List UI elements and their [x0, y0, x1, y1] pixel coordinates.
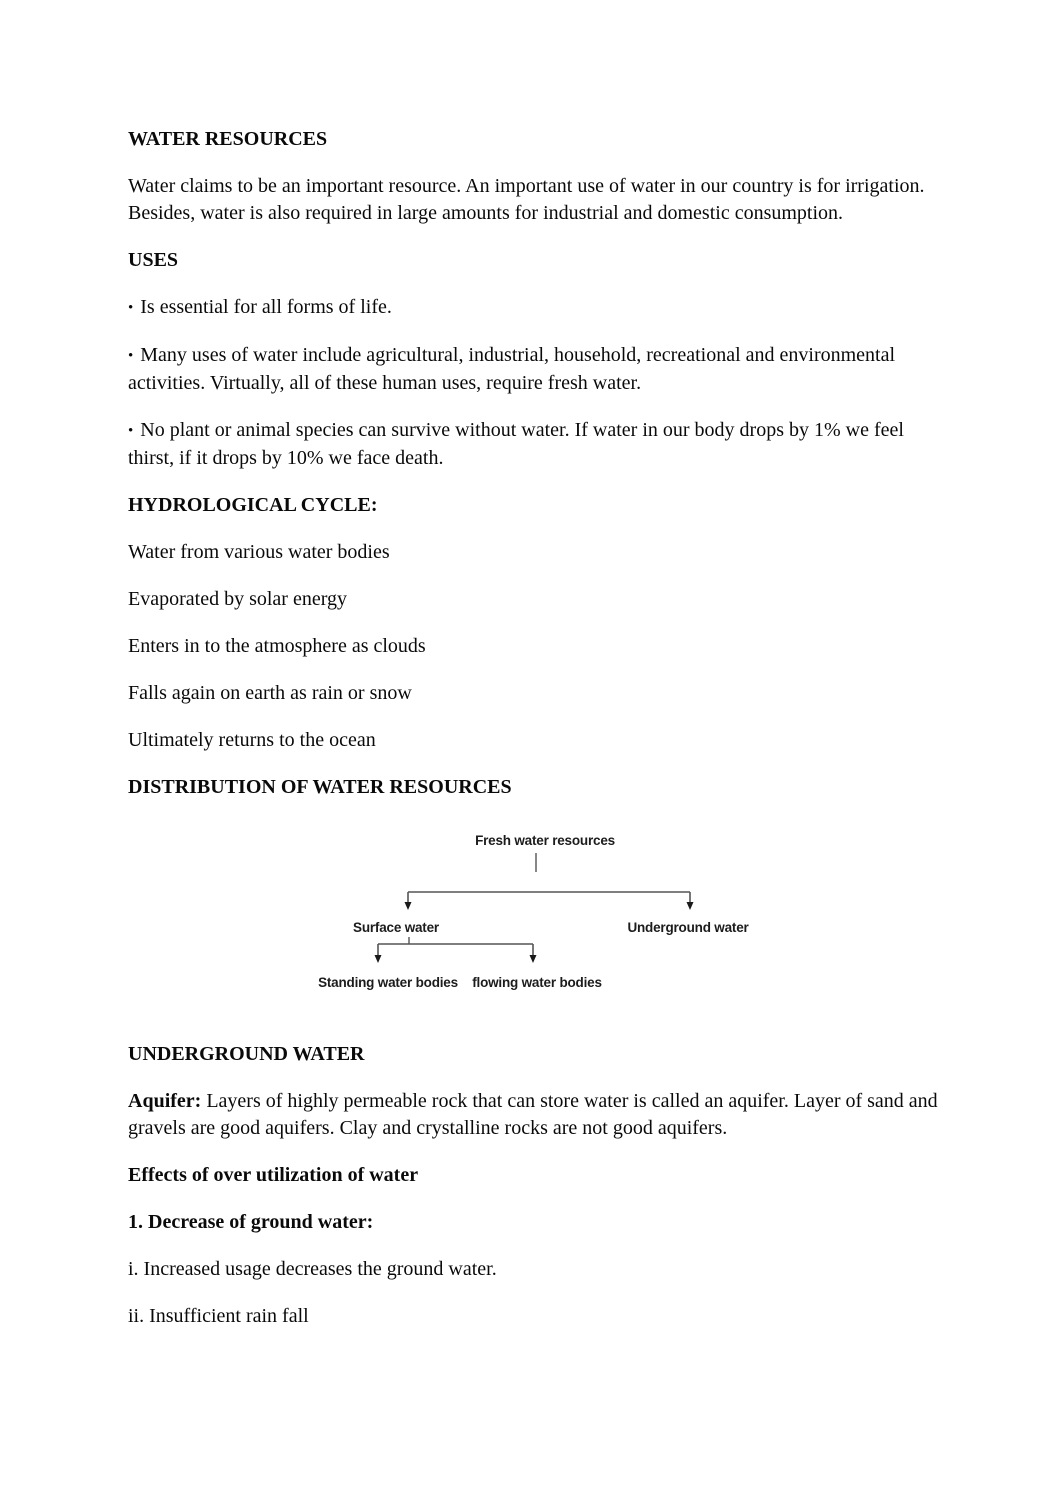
heading-hydrological-cycle: HYDROLOGICAL CYCLE: — [128, 494, 378, 516]
heading-effects-over-utilization: Effects of over utilization of water — [128, 1164, 419, 1186]
heading-underground-water: UNDERGROUND WATER — [128, 1043, 365, 1065]
heading-uses: USES — [128, 249, 179, 271]
bullet-item — [128, 342, 943, 397]
diagram-node-standing-water-bodies: Standing water bodies — [318, 975, 458, 990]
heading-water-resources: WATER RESOURCES — [128, 128, 328, 150]
bullet-icon: • — [128, 423, 134, 439]
heading-decrease-ground-water: 1. Decrease of ground water: — [128, 1211, 374, 1233]
paragraph-cycle-step: Ultimately returns to the ocean — [128, 729, 376, 751]
diagram-connector-lines — [128, 831, 943, 1021]
paragraph-point-i: i. Increased usage decreases the ground water. — [128, 1258, 497, 1280]
bullet-item — [128, 294, 943, 322]
aquifer-lead-label: Aquifer: — [128, 1090, 202, 1112]
diagram-node-underground-water: Underground water — [627, 920, 749, 935]
bullet-icon: • — [128, 348, 134, 364]
diagram-node-surface-water: Surface water — [353, 920, 439, 935]
bullet-text: No plant or animal species can survive without water. If water in our body drops by 1% we feel thirst, if it drops by 10% we face death. — [128, 419, 904, 469]
paragraph-cycle-step: Falls again on earth as rain or snow — [128, 682, 412, 704]
paragraph-cycle-step: Evaporated by solar energy — [128, 588, 347, 610]
bullet-text: Is essential for all forms of life. — [140, 296, 392, 318]
water-distribution-diagram — [128, 831, 943, 1021]
bullet-icon: • — [128, 300, 134, 316]
aquifer-text: Layers of highly permeable rock that can store water is called an aquifer. Layer of sand and gravels are good aquifers. Clay and crystalline rocks are not good aquifers. — [128, 1090, 938, 1139]
bullet-text: Many uses of water include agricultural, industrial, household, recreational and environmental activities. Virtually, all of these human uses, require fresh water. — [128, 344, 896, 394]
paragraph-intro: Water claims to be an important resource. An important use of water in our country is for irrigation. Besides, water is also required in large amounts for industrial and domestic consumption. — [128, 175, 925, 224]
paragraph-cycle-step: Water from various water bodies — [128, 541, 390, 563]
paragraph-point-ii: ii. Insufficient rain fall — [128, 1305, 309, 1327]
paragraph-aquifer — [128, 1088, 943, 1142]
paragraph-cycle-step: Enters in to the atmosphere as clouds — [128, 635, 426, 657]
diagram-node-fresh-water-resources: Fresh water resources — [475, 833, 615, 848]
bullet-item — [128, 417, 943, 472]
diagram-node-flowing-water-bodies: flowing water bodies — [472, 975, 602, 990]
heading-distribution: DISTRIBUTION OF WATER RESOURCES — [128, 776, 512, 798]
